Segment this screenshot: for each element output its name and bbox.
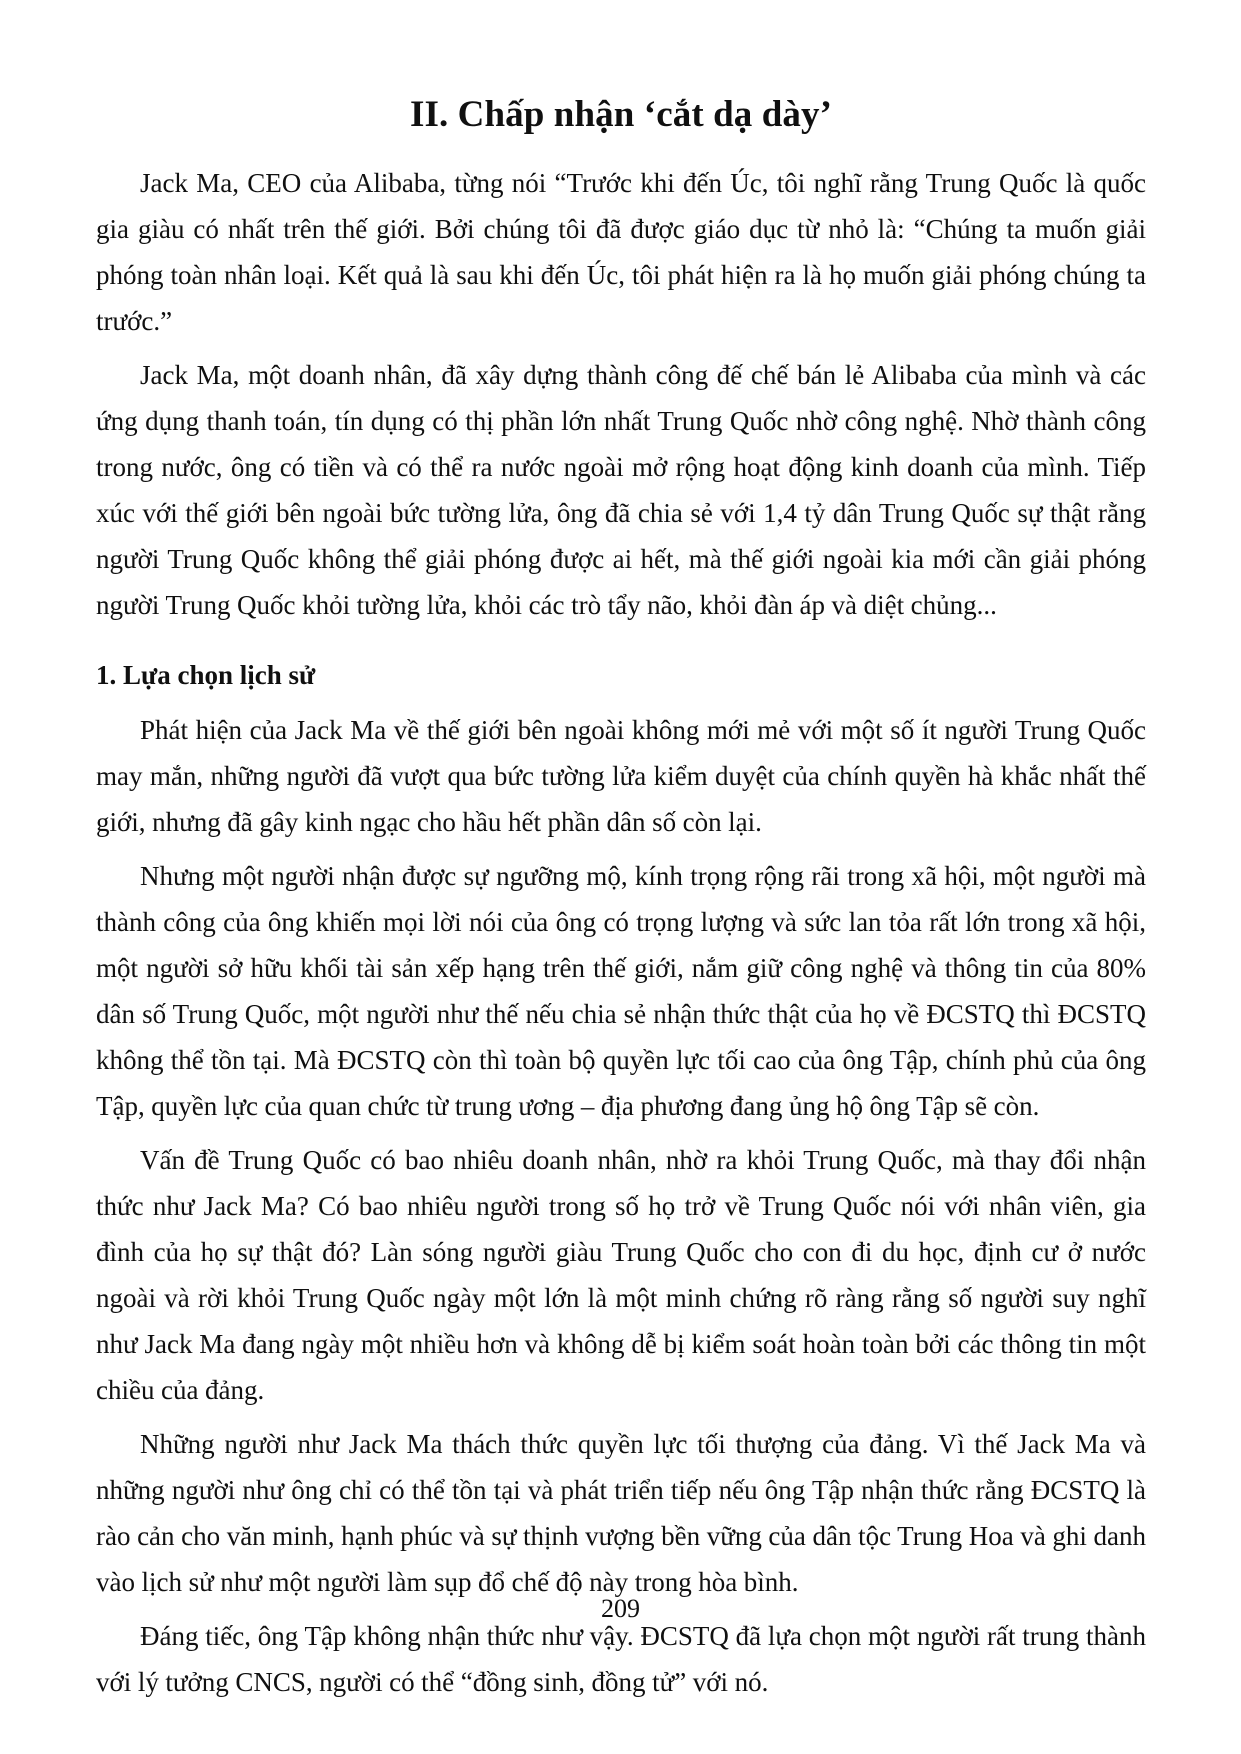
page-content [96, 92, 1146, 1709]
section-heading: 1. Lựa chọn lịch sử [96, 660, 316, 691]
page-title: II. Chấp nhận ‘cắt dạ dày’ [409, 94, 833, 135]
section-paragraphs [96, 707, 1146, 1705]
paragraph: Nhưng một người nhận được sự ngưỡng mộ, kính trọng rộng rãi trong xã hội, một người mà thành công của ông khiến mọi lời nói của ông có trọng lượng và sức lan tỏa rất lớn trong xã hội, một người sở hữu khối tài sản xếp hạng trên thế giới, nắm giữ công nghệ và thông tin của 80% dân số Trung Quốc, một người như thế nếu chia sẻ nhận thức thật của họ về ĐCSTQ thì ĐCSTQ không thể tồn tại. Mà ĐCSTQ còn thì toàn bộ quyền lực tối cao của ông Tập, chính phủ của ông Tập, quyền lực của quan chức từ trung ương – địa phương đang ủng hộ ông Tập sẽ còn. [96, 861, 1146, 1122]
paragraph: Jack Ma, CEO của Alibaba, từng nói “Trước khi đến Úc, tôi nghĩ rằng Trung Quốc là quốc gia giàu có nhất trên thế giới. Bởi chúng tôi đã được giáo dục từ nhỏ là: “Chúng ta muốn giải phóng toàn nhân loại. Kết quả là sau khi đến Úc, tôi phát hiện ra là họ muốn giải phóng chúng ta trước.” [96, 168, 1146, 337]
page-number: 209 [601, 1593, 640, 1623]
paragraph: Đáng tiếc, ông Tập không nhận thức như vậy. ĐCSTQ đã lựa chọn một người rất trung thành với lý tưởng CNCS, người có thể “đồng sinh, đồng tử” với nó. [96, 1621, 1146, 1698]
paragraph: Những người như Jack Ma thách thức quyền lực tối thượng của đảng. Vì thế Jack Ma và những người như ông chỉ có thể tồn tại và phát triển tiếp nếu ông Tập nhận thức rằng ĐCSTQ là rào cản cho văn minh, hạnh phúc và sự thịnh vượng bền vững của dân tộc Trung Hoa và ghi danh vào lịch sử như một người làm sụp đổ chế độ này trong hòa bình. [96, 1429, 1146, 1598]
paragraph: Phát hiện của Jack Ma về thế giới bên ngoài không mới mẻ với một số ít người Trung Quốc may mắn, những người đã vượt qua bức tường lửa kiểm duyệt của chính quyền hà khắc nhất thế giới, nhưng đã gây kinh ngạc cho hầu hết phần dân số còn lại. [96, 715, 1146, 838]
paragraph: Jack Ma, một doanh nhân, đã xây dựng thành công đế chế bán lẻ Alibaba của mình và các ứng dụng thanh toán, tín dụng có thị phần lớn nhất Trung Quốc nhờ công nghệ. Nhờ thành công trong nước, ông có tiền và có thể ra nước ngoài mở rộng hoạt động kinh doanh của mình. Tiếp xúc với thế giới bên ngoài bức tường lửa, ông đã chia sẻ với 1,4 tỷ dân Trung Quốc sự thật rằng người Trung Quốc không thể giải phóng được ai hết, mà thế giới ngoài kia mới cần giải phóng người Trung Quốc khỏi tường lửa, khỏi các trò tẩy não, khỏi đàn áp và diệt chủng... [96, 360, 1146, 621]
paragraph: Vấn đề Trung Quốc có bao nhiêu doanh nhân, nhờ ra khỏi Trung Quốc, mà thay đổi nhận thức như Jack Ma? Có bao nhiêu người trong số họ trở về Trung Quốc nói với nhân viên, gia đình của họ sự thật đó? Làn sóng người giàu Trung Quốc cho con đi du học, định cư ở nước ngoài và rời khỏi Trung Quốc ngày một lớn là một minh chứng rõ ràng rằng số người suy nghĩ như Jack Ma đang ngày một nhiều hơn và không dễ bị kiểm soát hoàn toàn bởi các thông tin một chiều của đảng. [96, 1145, 1146, 1406]
intro-paragraphs [96, 160, 1146, 628]
